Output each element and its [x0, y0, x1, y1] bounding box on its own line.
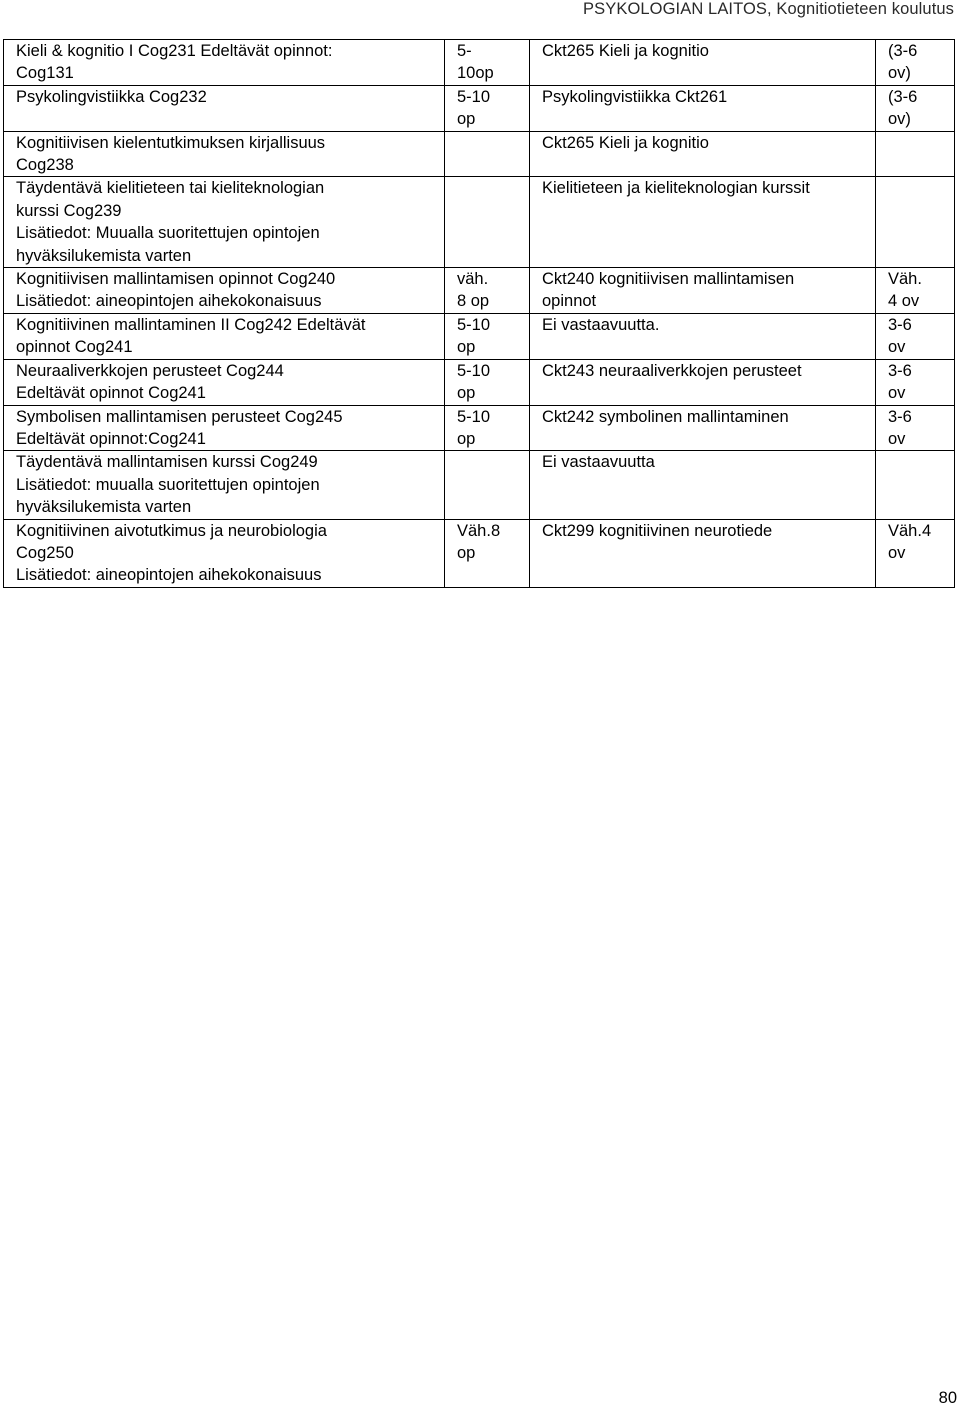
credits-cell: [445, 40, 530, 86]
credits-cell: [445, 519, 530, 587]
credits-line: väh.: [457, 270, 489, 289]
course-line: Cog131: [16, 64, 74, 83]
credits-cell: [445, 85, 530, 131]
course-line: Lisätiedot: aineopintojen aihekokonaisuus: [16, 292, 322, 311]
equivalent-credits-cell: [876, 131, 955, 177]
course-cell: [4, 85, 445, 131]
course-line: Kognitiivisen kielentutkimuksen kirjallisuus: [16, 133, 326, 152]
course-cell: [4, 451, 445, 519]
equivalent-credits-line: 4 ov: [888, 292, 920, 311]
course-line: Kieli & kognitio I Cog231 Edeltävät opinnot:: [16, 42, 333, 60]
equivalent-course-line: Ei vastaavuutta.: [542, 315, 660, 334]
table-row: [4, 313, 955, 359]
credits-cell: [445, 451, 530, 519]
table-row: [4, 85, 955, 131]
equivalent-credits-cell: [876, 40, 955, 86]
credits-cell: [445, 313, 530, 359]
equivalent-credits-line: 3-6: [888, 407, 912, 426]
equivalent-course-cell: [530, 359, 876, 405]
credits-line: op: [457, 429, 476, 448]
equivalent-credits-line: ov: [888, 384, 906, 403]
credits-line: op: [457, 110, 476, 129]
equivalent-credits-line: (3-6: [888, 87, 918, 106]
course-equivalence-table: [3, 39, 955, 588]
credits-line: 5-10: [457, 361, 491, 380]
page-header: PSYKOLOGIAN LAITOS, Kognitiotieteen koulutus: [583, 0, 954, 18]
table-row: [4, 359, 955, 405]
credits-cell: [445, 359, 530, 405]
course-line: Edeltävät opinnot:Cog241: [16, 429, 206, 448]
course-cell: [4, 177, 445, 268]
course-line: Cog238: [16, 156, 74, 175]
page-number: 80: [938, 1389, 957, 1407]
credits-line: 5-: [457, 42, 472, 60]
credits-line: 5-10: [457, 407, 491, 426]
credits-line: Väh.8: [457, 521, 501, 540]
credits-line: 10op: [457, 64, 494, 83]
credits-cell: [445, 131, 530, 177]
credits-line: op: [457, 338, 476, 357]
course-line: opinnot Cog241: [16, 338, 133, 357]
course-cell: [4, 405, 445, 451]
equivalent-course-line: Ckt265 Kieli ja kognitio: [542, 133, 709, 152]
table-row: [4, 40, 955, 86]
course-line: Täydentävä mallintamisen kurssi Cog249: [16, 453, 318, 472]
course-line: kurssi Cog239: [16, 201, 122, 220]
table-row: [4, 131, 955, 177]
equivalent-course-cell: [530, 405, 876, 451]
equivalent-course-cell: [530, 177, 876, 268]
equivalent-credits-line: ov): [888, 110, 911, 129]
course-cell: [4, 131, 445, 177]
table-row: [4, 268, 955, 314]
equivalent-course-line: Ckt243 neuraaliverkkojen perusteet: [542, 361, 802, 380]
table-row: [4, 519, 955, 587]
course-line: hyväksilukemista varten: [16, 498, 192, 517]
course-line: Kognitiivinen aivotutkimus ja neurobiologia: [16, 521, 327, 540]
equivalent-credits-cell: [876, 519, 955, 587]
equivalent-credits-cell: [876, 359, 955, 405]
course-cell: [4, 519, 445, 587]
table-body: [4, 40, 955, 588]
credits-line: 5-10: [457, 87, 491, 106]
equivalent-course-cell: [530, 519, 876, 587]
equivalent-course-cell: [530, 451, 876, 519]
course-line: Neuraaliverkkojen perusteet Cog244: [16, 361, 284, 380]
equivalent-course-cell: [530, 40, 876, 86]
credits-line: op: [457, 384, 476, 403]
course-line: hyväksilukemista varten: [16, 246, 192, 265]
credits-line: op: [457, 543, 476, 562]
equivalent-credits-line: Väh.4: [888, 521, 932, 540]
course-cell: [4, 40, 445, 86]
course-line: Edeltävät opinnot Cog241: [16, 384, 206, 403]
equivalent-credits-cell: [876, 85, 955, 131]
equivalent-course-line: Ckt242 symbolinen mallintaminen: [542, 407, 789, 426]
equivalent-credits-line: ov: [888, 429, 906, 448]
equivalent-course-cell: [530, 268, 876, 314]
equivalent-course-line: Ei vastaavuutta: [542, 453, 655, 472]
course-line: Täydentävä kielitieteen tai kieliteknologian: [16, 179, 325, 198]
equivalent-credits-cell: [876, 451, 955, 519]
course-cell: [4, 313, 445, 359]
equivalent-course-cell: [530, 85, 876, 131]
equivalent-credits-cell: [876, 177, 955, 268]
equivalent-course-cell: [530, 131, 876, 177]
equivalent-credits-line: ov): [888, 64, 911, 83]
equivalent-credits-cell: [876, 313, 955, 359]
course-line: Kognitiivinen mallintaminen II Cog242 Edeltävät: [16, 315, 366, 334]
equivalent-credits-line: 3-6: [888, 361, 912, 380]
course-line: Lisätiedot: Muualla suoritettujen opintojen: [16, 224, 320, 243]
course-line: Lisätiedot: aineopintojen aihekokonaisuus: [16, 566, 322, 585]
equivalent-credits-line: (3-6: [888, 42, 918, 60]
table-row: [4, 405, 955, 451]
course-line: Kognitiivisen mallintamisen opinnot Cog240: [16, 270, 336, 289]
equivalent-credits-line: ov: [888, 543, 906, 562]
course-line: Lisätiedot: muualla suoritettujen opintojen: [16, 475, 320, 494]
credits-cell: [445, 177, 530, 268]
equivalent-credits-line: ov: [888, 338, 906, 357]
course-line: Psykolingvistiikka Cog232: [16, 87, 207, 106]
equivalent-course-cell: [530, 313, 876, 359]
equivalent-credits-cell: [876, 405, 955, 451]
equivalent-course-line: Kielitieteen ja kieliteknologian kurssit: [542, 179, 810, 198]
table-row: [4, 451, 955, 519]
equivalent-course-line: Ckt299 kognitiivinen neurotiede: [542, 521, 773, 540]
equivalent-credits-cell: [876, 268, 955, 314]
course-line: Symbolisen mallintamisen perusteet Cog245: [16, 407, 343, 426]
credits-cell: [445, 405, 530, 451]
equivalent-course-line: Psykolingvistiikka Ckt261: [542, 87, 728, 106]
equivalent-course-line: Ckt265 Kieli ja kognitio: [542, 42, 709, 60]
course-cell: [4, 268, 445, 314]
equivalent-course-line: Ckt240 kognitiivisen mallintamisen: [542, 270, 795, 289]
equivalent-credits-line: Väh.: [888, 270, 922, 289]
credits-cell: [445, 268, 530, 314]
credits-line: 5-10: [457, 315, 491, 334]
credits-line: 8 op: [457, 292, 490, 311]
equivalent-course-line: opinnot: [542, 292, 597, 311]
course-cell: [4, 359, 445, 405]
equivalent-credits-line: 3-6: [888, 315, 912, 334]
table-row: [4, 177, 955, 268]
course-line: Cog250: [16, 543, 74, 562]
